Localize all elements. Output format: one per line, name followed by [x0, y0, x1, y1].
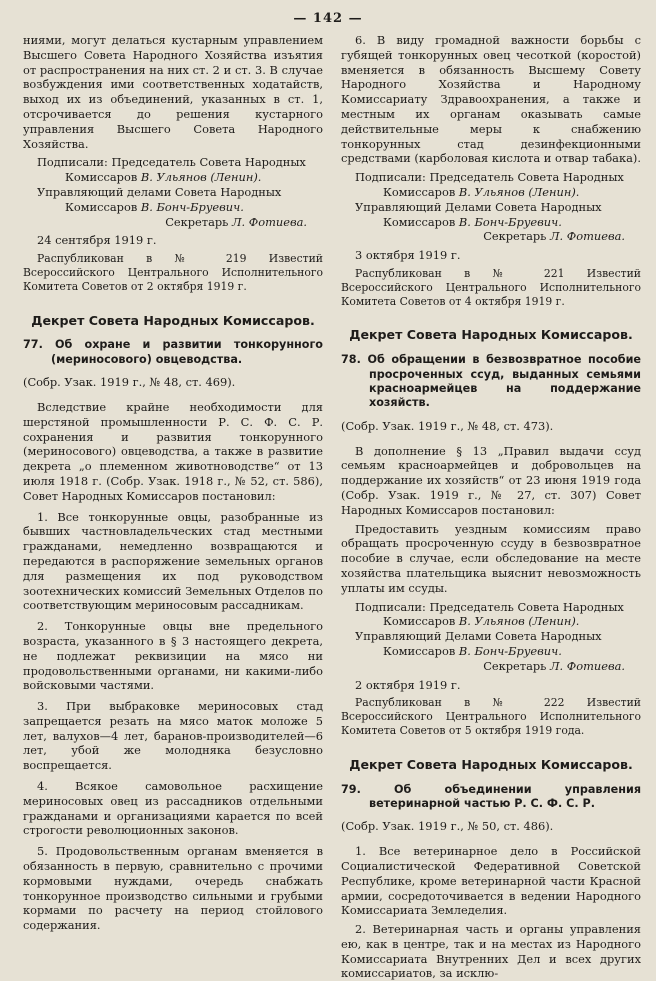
manager-line: Управляющий Делами Совета Народных: [355, 629, 602, 644]
secretary-label: Секретарь: [483, 658, 547, 673]
signed-chairman: Подписали: Председатель Совета Народных: [355, 170, 624, 185]
chairman-line: [37, 170, 323, 185]
point-paragraph: 2. Ветеринарная часть и органы управления ею, как в центре, так и на местах из Народного Комиссариата Внутренних Дел и всех других комиссариатов, за исклю-: [341, 922, 641, 981]
left-column: [23, 33, 323, 933]
secretary-line: [355, 229, 641, 244]
point-6-paragraph: 6. В виду громадной важности борьбы с губящей тонкорунных овец чесоткой (коростой) вменяется в обязанность Высшему Совету Народного Хозяйства и Народному Комиссариату Здравоохранения, а также и местным их органам оказывать самые действительные меры к снабжению тонкорунных стад дезинфекционными средствами (карболовая кислота и отвар табака).: [341, 33, 641, 166]
manager-name-line: [37, 200, 323, 215]
chairman-name: В. Ульянов (Ленин).: [458, 184, 580, 199]
manager-name: В. Бонч-Бруевич.: [458, 214, 562, 229]
signed-chairman: Подписали: Председатель Совета Народных: [37, 155, 306, 170]
secretary-label: Секретарь: [165, 214, 229, 229]
resolution-paragraph: Предоставить уездным комиссиям право обращать просроченную ссуду в безвозвратное пособие в случае, если обследование на месте хозяйства плательщика выяснит невозможность уплаты им ссуды.: [341, 521, 641, 595]
manager-commissars-label: Комиссаров: [383, 643, 456, 658]
point-paragraph: 2. Тонкорунные овцы вне предельного возраста, указанного в § 3 настоящего декрета, не подлежат реквизиции на мясо ни продовольственными органами, ни какими-либо войсковыми частями.: [23, 619, 323, 693]
signatures-block: [23, 155, 323, 229]
preamble-paragraph: Вследствие крайне необходимости для шерстяной промышленности Р. С. Ф. С. Р. сохранения и развития тонкорунного (мериносового) овцеводства, а также в развитие декрета „о племенном животноводстве“ от 13 июля 1918 г. (Собр. Узак. 1918 г., № 52, ст. 586), Совет Народных Комиссаров постановил:: [23, 399, 323, 503]
secretary-line: [37, 215, 323, 230]
point-paragraph: 5. Продовольственным органам вменяется в обязанность в первую, сравнительно с прочими кормовыми нуждами, очередь снабжать тонкорунное производство сильными и грубыми кормами по расчету на период стойлового содержания.: [23, 844, 323, 933]
page-number: — 142 —: [293, 11, 363, 26]
manager-line: Управляющий делами Совета Народных: [37, 184, 282, 199]
right-column: [341, 33, 641, 981]
decree-source-78: (Собр. Узак. 1919 г., № 48, ст. 473).: [341, 418, 554, 433]
date: 3 октября 1919 г.: [355, 248, 461, 263]
manager-name: В. Бонч-Бруевич.: [458, 643, 562, 658]
manager-line: Управляющий Делами Совета Народных: [355, 199, 602, 214]
decree-title-79: 79. Об объединении управления ветеринарной частью Р. С. Ф. С. Р.: [341, 782, 641, 810]
body-paragraph: В дополнение § 13 „Правил выдачи ссуд семьям красноармейцев и добровольцев на поддержание их хозяйств“ от 23 июня 1919 года (Собр. Узак. 1919 г., № 27, ст. 307) Совет Народных Комиссаров постановил:: [341, 443, 641, 517]
decree-title-78: 78. Об обращении в безвозвратное пособие просроченных ссуд, выданных семьями красноармейцев на поддержание хозяйств.: [341, 353, 641, 410]
commissars-label: Комиссаров: [383, 184, 456, 199]
date: 24 сентября 1919 г.: [37, 233, 157, 248]
manager-commissars-label: Комиссаров: [65, 199, 138, 214]
manager-name-line: [355, 644, 641, 659]
point-paragraph: 4. Всякое самовольное расхищение мериносовых овец из рассадников отдельными гражданами и организациями карается по всей строгости революционных законов.: [23, 779, 323, 838]
commissars-label: Комиссаров: [65, 170, 138, 185]
secretary-label: Секретарь: [483, 229, 547, 244]
chairman-line: [355, 614, 641, 629]
chairman-line: [355, 185, 641, 200]
decree-source-79: (Собр. Узак. 1919 г., № 50, ст. 486).: [341, 819, 554, 834]
published-note: Распубликован в № 221 Известий Всероссийского Центрального Исполнительного Комитета Советов от 4 октября 1919 г.: [341, 266, 641, 308]
continuation-paragraph: ниями, могут делаться кустарным управлением Высшего Совета Народного Хозяйства изъятия от распространения на них ст. 2 и ст. 3. В случае возбуждения ими соответственных ходатайств, выход их из объединений, указанных в ст. 1, отсрочивается до решения кустарного управления Высшего Совета Народного Хозяйства.: [23, 33, 323, 151]
point-paragraph: 1. Все ветеринарное дело в Российской Социалистической Федеративной Советской Республике, кроме ветеринарной части Красной армии, сосредоточивается в ведении Народного Комиссариата Земледелия.: [341, 844, 641, 918]
published-note: Распубликован в № 219 Известий Всероссийского Центрального Исполнительного Комитета Советов от 2 октября 1919 г.: [23, 252, 323, 293]
secretary-name: Л. Фотиева.: [232, 214, 307, 229]
decree-header: Декрет Совета Народных Комиссаров.: [31, 312, 315, 328]
decree-header: Декрет Совета Народных Комиссаров.: [349, 756, 633, 772]
signatures-block: [341, 600, 641, 674]
decree-source-77: (Собр. Узак. 1919 г., № 48, ст. 469).: [23, 375, 236, 390]
secretary-name: Л. Фотиева.: [550, 658, 625, 673]
secretary-name: Л. Фотиева.: [550, 229, 625, 244]
manager-name: В. Бонч-Бруевич.: [140, 199, 244, 214]
secretary-line: [355, 659, 641, 674]
point-paragraph: 1. Все тонкорунные овцы, разобранные из бывших частновладельческих стад местными гражданами, немедленно возвращаются и передаются в распоряжение земельных органов для размещения их под руководством зоотехнических комиссий Земельных Отделов по соответствующим мериносовым рассадникам.: [23, 509, 323, 613]
manager-name-line: [355, 215, 641, 230]
signatures-block: [341, 170, 641, 244]
chairman-name: В. Ульянов (Ленин).: [140, 170, 262, 185]
published-note: Распубликован в № 222 Известий Всероссийского Центрального Исполнительного Комитета Советов от 5 октября 1919 года.: [341, 696, 641, 737]
decree-title-77: 77. Об охране и развитии тонкорунного (мериносового) овцеводства.: [23, 338, 323, 366]
commissars-label: Комиссаров: [383, 614, 456, 629]
point-paragraph: 3. При выбраковке мериносовых стад запрещается резать на мясо маток моложе 5 лет, валухов—4 лет, баранов-производителей—6 лет, убой же молодняка безусловно воспрещается.: [23, 699, 323, 773]
manager-commissars-label: Комиссаров: [383, 214, 456, 229]
chairman-name: В. Ульянов (Ленин).: [458, 614, 580, 629]
signed-chairman: Подписали: Председатель Совета Народных: [355, 599, 624, 614]
decree-header: Декрет Совета Народных Комиссаров.: [349, 327, 633, 343]
date: 2 октября 1919 г.: [355, 677, 461, 692]
